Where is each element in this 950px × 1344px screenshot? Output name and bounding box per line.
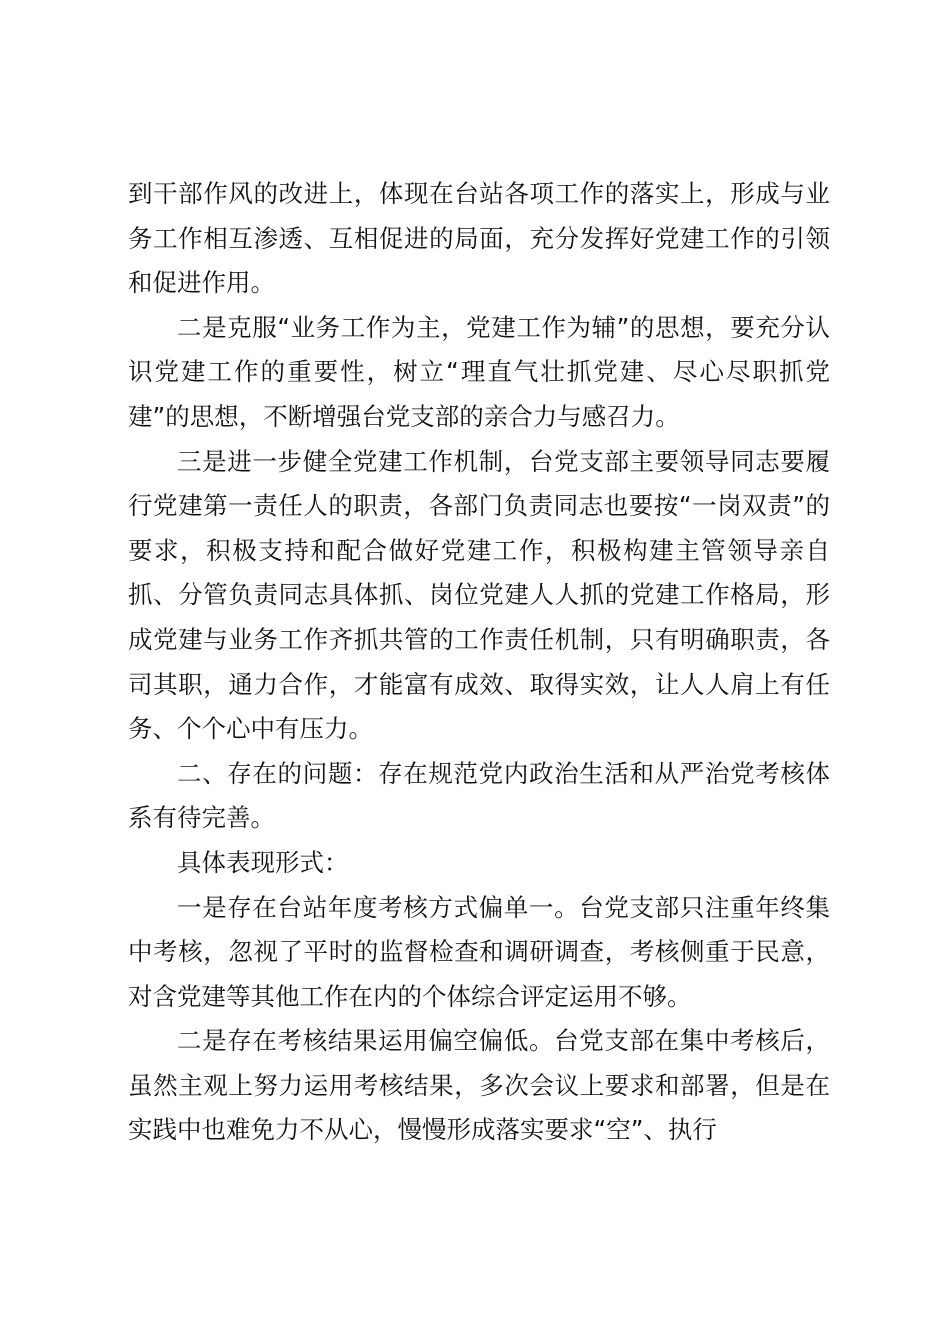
paragraph-problem-two: 二是存在考核结果运用偏空偏低。台党支部在集中考核后，虽然主观上努力运用考核结果，多次会议上要求和部署，但是在实践中也难免力不从心，慢慢形成落实要求“空”、执行 — [128, 1026, 830, 1145]
paragraph-point-three: 三是进一步健全党建工作机制，台党支部主要领导同志要履行党建第一责任人的职责，各部门负责同志也要按“一岗双责”的要求，积极支持和配合做好党建工作，积极构建主管领导亲自抓、分管负责同志具体抓、岗位党建人人抓的党建工作格局，形成党建与业务工作齐抓共管的工作责任机制，只有明确职责，各司其职，通力合作，才能富有成效、取得实效，让人人肩上有任务、个个心中有压力。 — [128, 446, 830, 744]
section-heading-problems: 二、存在的问题：存在规范党内政治生活和从严治党考核体系有待完善。 — [128, 758, 830, 833]
paragraph-manifestations-label: 具体表现形式： — [177, 847, 349, 877]
paragraph-continuation: 到干部作风的改进上，体现在台站各项工作的落实上，形成与业务工作相互渗透、互相促进的局面，充分发挥好党建工作的引领和促进作用。 — [128, 179, 830, 298]
paragraph-problem-one: 一是存在台站年度考核方式偏单一。台党支部只注重年终集中考核，忽视了平时的监督检查和调研调查，考核侧重于民意，对含党建等其他工作在内的个体综合评定运用不够。 — [128, 892, 830, 1011]
paragraph-point-two: 二是克服“业务工作为主，党建工作为辅”的思想，要充分认识党建工作的重要性，树立“理直气壮抓党建、尽心尽职抓党建”的思想，不断增强台党支部的亲合力与感召力。 — [128, 312, 830, 431]
document-body — [128, 172, 830, 1153]
